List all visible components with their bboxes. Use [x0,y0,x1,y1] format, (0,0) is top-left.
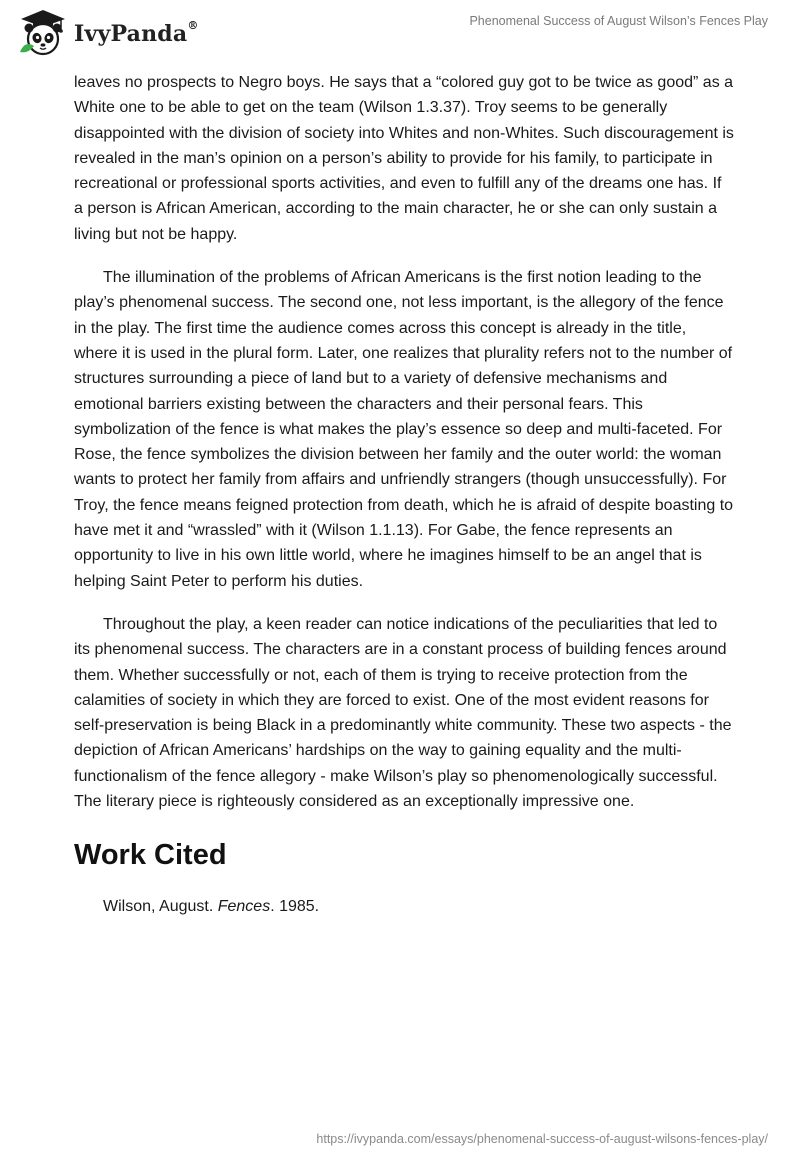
paragraph: Throughout the play, a keen reader can notice indications of the peculiarities that led to its phenomenal success. The characters are in a constant process of building fences around them. Whether successfully or not, each of them is trying to receive protection from the calamities of society in which they are forced to exist. One of the most evident reasons for self-preservation is being Black in a predominantly white community. These two aspects - the depiction of African Americans’ hardships on the way to gaining equality and the multi-functionalism of the fence allegory - make Wilson’s play so phenomenologically successful. The literary piece is righteously considered as an exceptionally impressive one. [74,615,732,811]
works-cited-heading: Work Cited [74,839,227,872]
citation-entry [103,894,734,919]
logo-wordmark: IvyPanda® [74,19,199,47]
page-header [0,0,800,64]
citation-details: . 1985. [270,898,320,916]
essay-body [74,70,734,919]
logo[interactable] [16,6,199,60]
paragraph: The illumination of the problems of African Americans is the first notion leading to the play’s phenomenal success. The second one, not less important, is the allegory of the fence in the play. The first time the audience comes across this concept is already in the title, where it is used in the plural form. Later, one realizes that plurality refers not to the number of structures surrounding a piece of land but to a variety of defensive mechanisms and emotional barriers existing between the characters and their personal fears. This symbolization of the fence is what makes the play’s essence so deep and multi-faceted. For Rose, the fence symbolizes the division between her family and the outer world: the woman wants to protect her family from affairs and unfriendly strangers (though unsuccessfully). For Troy, the fence means feigned protection from death, which he is afraid of despite boasting to have met it and “wrassled” with it (Wilson 1.1.13). For Gabe, the fence represents an opportunity to live in his own little world, where he imagines himself to be an angel that is helping Saint Peter to perform his duties. [74,269,734,590]
paragraph: leaves no prospects to Negro boys. He says that a “colored guy got to be twice as good” as a White one to be able to get on the team (Wilson 1.3.37). Troy seems to be generally disappointed with the division of society into Whites and non-Whites. Such discouragement is revealed in the man’s opinion on a person’s ability to provide for his family, to participate in recreational or professional sports activities, and even to fulfill any of the dreams one has. If a person is African American, according to the main character, he or she can only sustain a living but not be happy. [74,74,734,243]
citation-author: Wilson, August. [103,898,218,916]
panda-graduate-icon [16,6,70,60]
document-title: Phenomenal Success of August Wilson’s Fences Play [469,14,768,28]
citation-title: Fences [217,898,271,916]
source-url[interactable]: https://ivypanda.com/essays/phenomenal-success-of-august-wilsons-fences-play/ [316,1132,768,1146]
